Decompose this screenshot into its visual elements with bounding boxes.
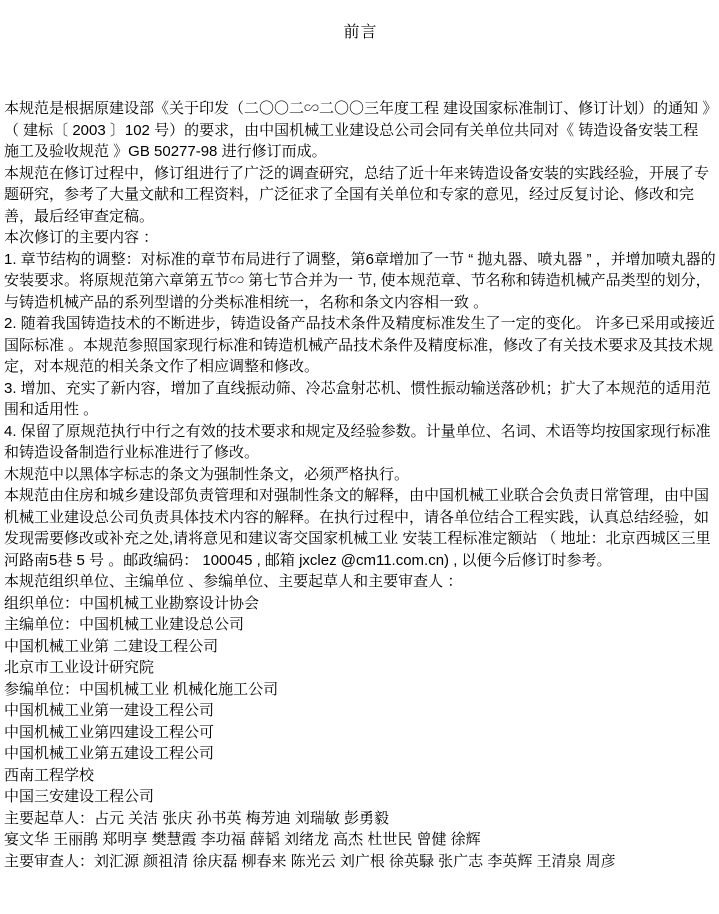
line-unit-9: 中国三安建设工程公司 [4,788,155,805]
paragraph-item-1: 1. 章节结构的调整：对标准的章节布局进行了调整，第6章增加了一节 “ 抛丸器、喷丸器 ” ，并增加喷丸器的安装要求。将原规范第六章第五节∽ 第七节合并为一 节, 使本规范章、节名称和铸造机械产品类型的划分，与铸造机械产品的系列型谱的分类标准相统一，名称和条文内容相一致 。 [4,250,716,311]
page-title: 前言 [343,24,378,41]
line-unit-2: 中国机械工业第 二建设工程公司 [4,637,219,655]
line-main-reviewers: 主要审查人：刘汇源 颜祖清 徐庆磊 柳春来 陈光云 刘广根 徐英騄 张广志 李英辉 王清泉 周彦 [4,852,616,870]
line-main-drafters-2: 宴文华 王丽鹃 郑明享 樊慧霞 李功福 薛韬 刘绪龙 高杰 杜世民 曾健 徐辉 [4,831,481,848]
paragraph-revision-process: 本规范在修订过程中，修订组进行了广泛的调查研究，总结了近十年来铸造设备安装的实践经验，开展了专题研究，参考了大量文献和工程资料，广泛征求了全国有关单位和专家的意见，经过反复讨论、修改和完善，最后经审查定稿。 [4,164,710,225]
paragraph-main-contents-heading: 本次修订的主要内容 ： [4,229,159,246]
line-chief-editing-unit: 主编单位：中国机械工业建设总公司 [4,616,245,633]
paragraph-management-contact: 本规范由住房和城乡建设部负责管理和对强制性条文的解释，由中国机械工业联合会负责日常管理，由中国机械工业建设总公司负责具体技术内容的解释。在执行过程中，请各单位结合工程实践，认真总结经验，如发现需要修改或补充之处,请将意见和建议寄交国家机械工业 安装工程标准定额站 （ 地址：北京西城区三里河路南5巷 5 号 。邮政编码： 100045 , 邮箱 jxclez @cm11.com.cn) , 以便今后修订时参考。 [4,487,711,569]
line-organizing-unit: 组织单位：中国机械工业勘察设计协会 [4,594,260,612]
line-unit-7: 中国机械工业第五建设工程公司 [4,745,215,762]
line-unit-3: 北京市工业设计研究院 [4,659,155,676]
document-body [4,98,717,872]
line-unit-6: 中国机械工业第四建设工程公可 [4,723,215,741]
line-participating-unit: 参编单位：中国机械工业 机械化施工公司 [4,680,279,698]
paragraph-item-4: 4. 保留了原规范执行中行之有效的技术要求和规定及经验参数。计量单位、名词、术语等均按国家现行标准和铸造设备制造行业标准进行了修改。 [4,422,711,461]
paragraph-item-3: 3. 增加、充实了新内容，增加了直线振动筛、冷芯盒射芯机、惯性振动输送落砂机；扩大了本规范的适用范围和适用性 。 [4,379,711,418]
paragraph-units-heading: 本规范组织单位、主编单位 、参编单位、主要起草人和主要审查人 ： [4,573,463,590]
paragraph-intro-source: 本规范是根据原建设部《关于印发（二〇〇二∽二〇〇三年度工程 建设国家标准制订、修订计划）的通知 》（ 建标〔 2003 〕102 号）的要求，由中国机械工业建设总公司会同有关单位共同对《 铸造设备安装工程 施工及验收规范 》GB 50277-98 进行修订而成。 [4,100,710,160]
line-unit-5: 中国机械工业第一建设工程公司 [4,702,215,719]
line-main-drafters-1: 主要起草人：占元 关洁 张庆 孙书英 梅芳迪 刘瑞敏 彭勇毅 [4,809,390,827]
line-unit-8: 西南工程学校 [4,766,95,784]
paragraph-mandatory-clauses: 木规范中以黑体字标志的条文为强制性条文，必须严格执行。 [4,465,410,483]
paragraph-item-2: 2. 随着我国铸造技术的不断进步，铸造设备产品技术条件及精度标准发生了一定的变化。 许多已采用或接近国际标准 。本规范参照国家现行标准和铸造机械产品技术条件及精度标准，修改了有关技术要求及其技术规定，对本规范的相关条文作了相应调整和修改。 [4,315,715,375]
